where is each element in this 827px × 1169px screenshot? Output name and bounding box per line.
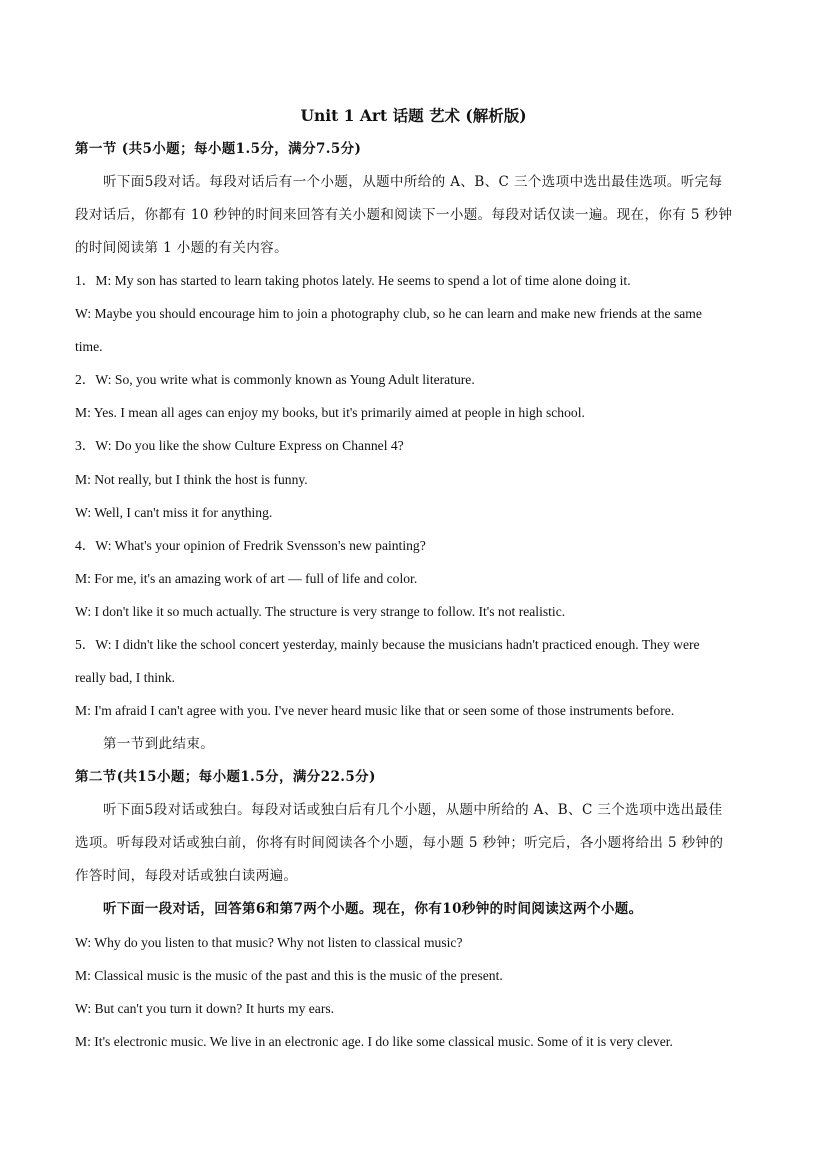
section2-heading: 第二节(共15小题；每小题1.5分，满分22.5分) bbox=[75, 769, 376, 785]
dialogue-line: W: But can't you turn it down? It hurts my ears. bbox=[75, 1001, 335, 1016]
section2-instruction-line: 作答时间，每段对话或独白读两遍。 bbox=[75, 868, 298, 884]
section1-end-note: 第一节到此结束。 bbox=[103, 736, 215, 752]
section1-heading: 第一节 (共5小题；每小题1.5分，满分7.5分) bbox=[75, 141, 362, 157]
dialogue-line: 1．M: My son has started to learn taking photos lately. He seems to spend a lot of time alone doing it. bbox=[75, 273, 631, 288]
dialogue-line: M: Classical music is the music of the past and this is the music of the present. bbox=[75, 968, 503, 983]
dialogue-line: time. bbox=[75, 339, 103, 354]
section2-instruction-line: 听下面5段对话或独白。每段对话或独白后有几个小题，从题中所给的 A、B、C 三个选项中选出最佳 bbox=[103, 802, 723, 818]
section2-instruction-line: 选项。听每段对话或独白前，你将有时间阅读各个小题，每小题 5 秒钟；听完后，各小题将给出 5 秒钟的 bbox=[75, 835, 724, 851]
dialogue-line: M: For me, it's an amazing work of art — full of life and color. bbox=[75, 571, 418, 586]
dialogue-line: 3．W: Do you like the show Culture Express on Channel 4? bbox=[75, 438, 404, 453]
section1-instruction-line: 听下面5段对话。每段对话后有一个小题，从题中所给的 A、B、C 三个选项中选出最佳选项。听完每 bbox=[103, 174, 723, 190]
dialogue-line: really bad, I think. bbox=[75, 670, 176, 685]
dialogue-line: W: Well, I can't miss it for anything. bbox=[75, 505, 273, 520]
document-title: Unit 1 Art 话题 艺术 (解析版) bbox=[300, 106, 527, 125]
dialogue-line: 5．W: I didn't like the school concert yesterday, mainly because the musicians hadn't practiced enough. They were bbox=[75, 637, 700, 652]
dialogue-line: 4．W: What's your opinion of Fredrik Svensson's new painting? bbox=[75, 538, 426, 553]
section2-prompt: 听下面一段对话，回答第6和第7两个小题。现在，你有10秒钟的时间阅读这两个小题。 bbox=[103, 901, 643, 917]
dialogue-line: M: It's electronic music. We live in an electronic age. I do like some classical music. Some of it is very clever. bbox=[75, 1034, 673, 1049]
dialogue-line: W: Why do you listen to that music? Why not listen to classical music? bbox=[75, 935, 463, 950]
section1-instruction-line: 段对话后，你都有 10 秒钟的时间来回答有关小题和阅读下一小题。每段对话仅读一遍。现在，你有 5 秒钟 bbox=[75, 207, 733, 223]
dialogue-line: W: I don't like it so much actually. The structure is very strange to follow. It's not realistic. bbox=[75, 604, 566, 619]
dialogue-line: M: I'm afraid I can't agree with you. I've never heard music like that or seen some of those instruments before. bbox=[75, 703, 675, 718]
dialogue-line: M: Not really, but I think the host is funny. bbox=[75, 472, 308, 487]
dialogue-line: M: Yes. I mean all ages can enjoy my books, but it's primarily aimed at people in high school. bbox=[75, 405, 585, 420]
section1-instruction-line: 的时间阅读第 1 小题的有关内容。 bbox=[75, 240, 288, 256]
dialogue-line: W: Maybe you should encourage him to join a photography club, so he can learn and make new friends at the same bbox=[75, 306, 702, 321]
dialogue-line: 2．W: So, you write what is commonly known as Young Adult literature. bbox=[75, 372, 475, 387]
